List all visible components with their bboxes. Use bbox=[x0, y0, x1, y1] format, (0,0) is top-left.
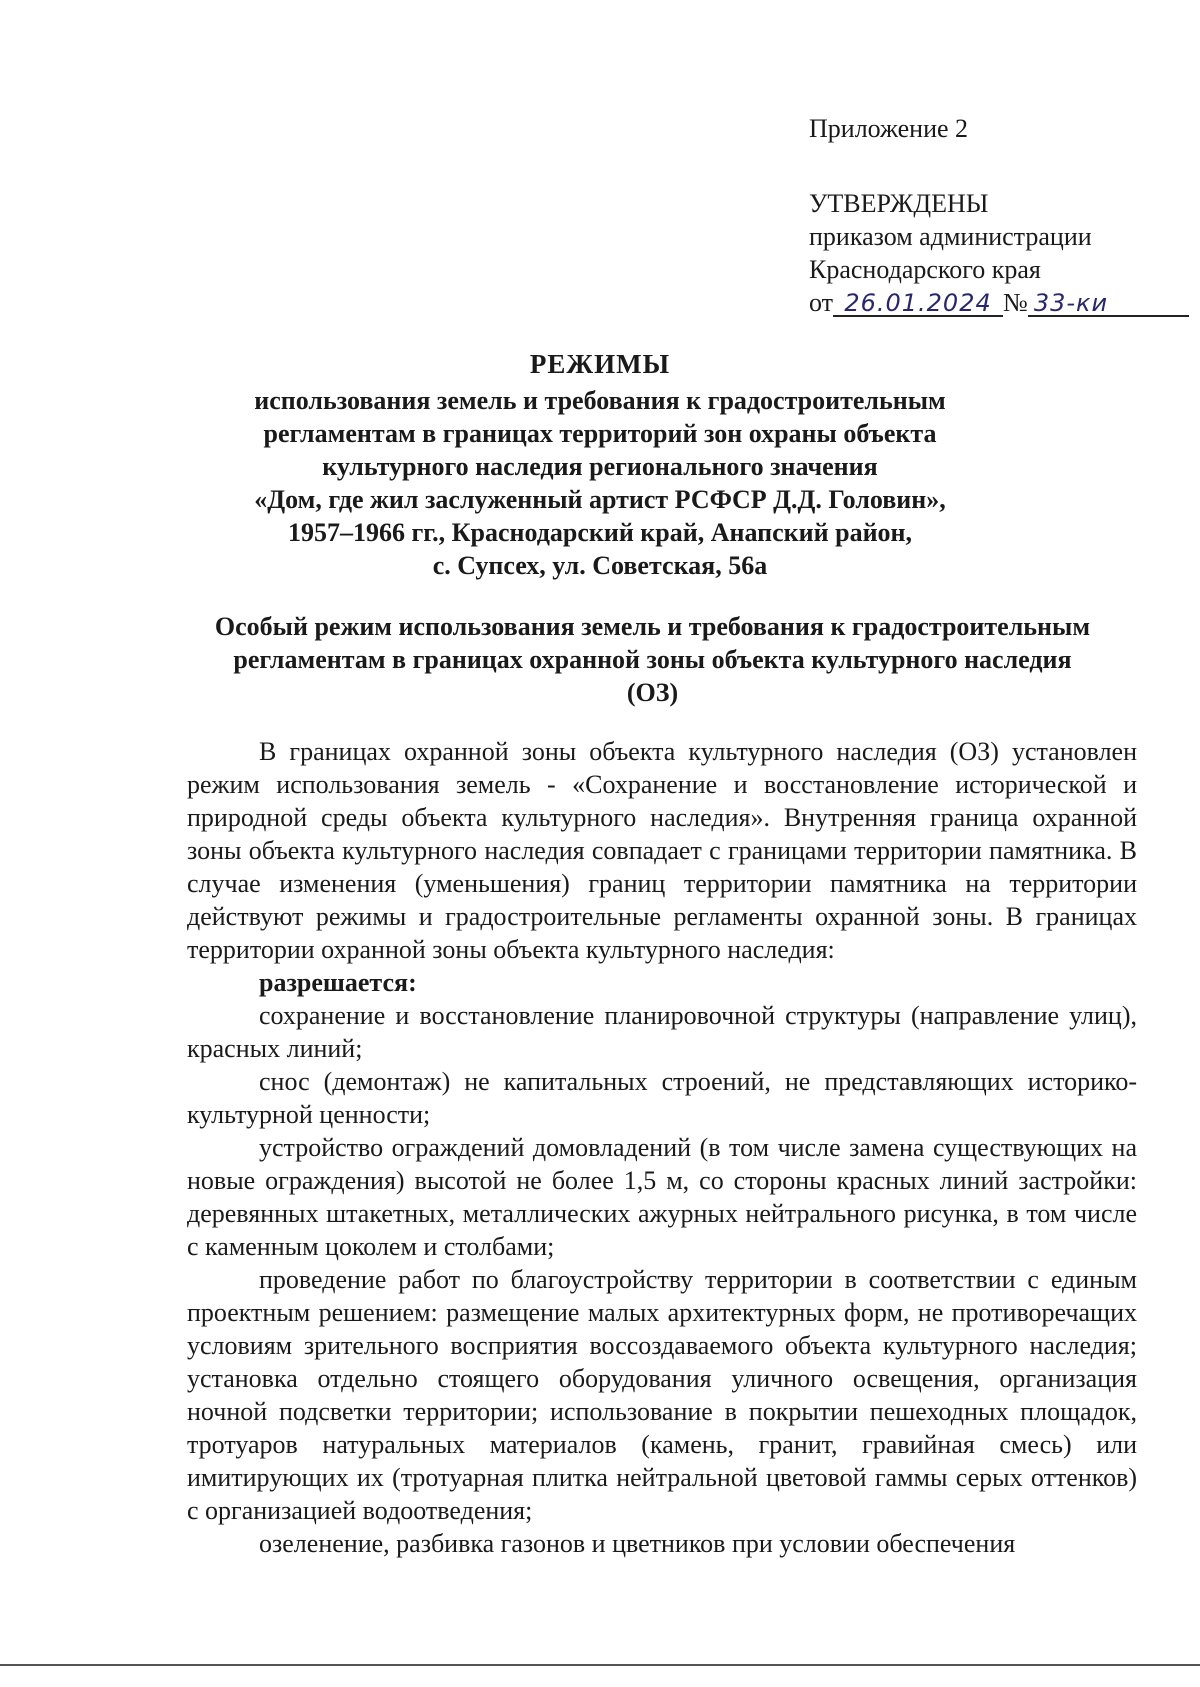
title-line: «Дом, где жил заслуженный артист РСФСР Д.Д. Головин», bbox=[254, 485, 946, 514]
body-text bbox=[187, 735, 1137, 1560]
section-heading bbox=[160, 610, 1145, 709]
allowed-item: снос (демонтаж) не капитальных строений, не представляющих историко-культурной ценности; bbox=[187, 1067, 1137, 1129]
allowed-heading: разрешается: bbox=[259, 968, 417, 997]
section-heading-line: (ОЗ) bbox=[626, 678, 679, 707]
title-line: регламентам в границах территорий зон охраны объекта bbox=[263, 419, 937, 448]
approved-by-line-1: приказом администрации bbox=[809, 222, 1092, 251]
allowed-item: озеленение, разбивка газонов и цветников при условии обеспечения bbox=[259, 1529, 1016, 1558]
approval-block bbox=[809, 112, 1139, 319]
title-main: РЕЖИМЫ bbox=[529, 349, 671, 379]
number-prefix: № bbox=[1003, 288, 1028, 317]
section-heading-line: регламентам в границах охранной зоны объекта культурного наследия bbox=[233, 645, 1072, 674]
page-bottom-rule bbox=[0, 1664, 1200, 1666]
allowed-item: проведение работ по благоустройству территории в соответствии с единым проектным решением: размещение малых архитектурных форм, не противоречащих условиям зрительного восприятия воссоздаваемого объекта культурного наследия; установка отдельно стоящего оборудования уличного освещения, организация ночной подсветки территории; использование в покрытии пешеходных площадок, тротуаров натуральных материалов (камень, гранит, гравийная смесь) или имитирующих их (тротуарная плитка нейтральной цветовой гаммы серых оттенков) с организацией водоотведения; bbox=[187, 1265, 1137, 1525]
title-line: культурного наследия регионального значения bbox=[322, 452, 878, 481]
allowed-item: сохранение и восстановление планировочной структуры (направление улиц), красных линий; bbox=[187, 1001, 1137, 1063]
allowed-item: устройство ограждений домовладений (в том числе замена существующих на новые ограждения) высотой не более 1,5 м, со стороны красных линий застройки: деревянных штакетных, металлических ажурных нейтрального рисунка, в том числе с каменным цоколем и столбами; bbox=[187, 1133, 1137, 1261]
approved-by-line-2: Краснодарского края bbox=[809, 255, 1041, 284]
title-line: с. Супсех, ул. Советская, 56а bbox=[432, 551, 768, 580]
appendix-label: Приложение 2 bbox=[809, 114, 969, 143]
title-line: 1957–1966 гг., Краснодарский край, Анапский район, bbox=[287, 518, 913, 547]
order-date-number bbox=[809, 286, 1139, 319]
document-title bbox=[150, 348, 1050, 582]
section-heading-line: Особый режим использования земель и требования к градостроительным bbox=[214, 612, 1091, 641]
title-line: использования земель и требования к градостроительным bbox=[254, 386, 946, 415]
approved-label: УТВЕРЖДЕНЫ bbox=[809, 189, 989, 218]
handwritten-date: 26.01.2024 bbox=[833, 291, 1003, 317]
intro-paragraph: В границах охранной зоны объекта культурного наследия (ОЗ) установлен режим использования земель - «Сохранение и восстановление исторической и природной среды объекта культурного наследия». Внутренняя граница охранной зоны объекта культурного наследия совпадает с границами территории памятника. В случае изменения (уменьшения) границ территории памятника на территории действуют режимы и градостроительные регламенты охранной зоны. В границах территории охранной зоны объекта культурного наследия: bbox=[187, 737, 1137, 964]
handwritten-number: 33-ки bbox=[1028, 291, 1189, 317]
date-prefix: от bbox=[809, 288, 834, 317]
